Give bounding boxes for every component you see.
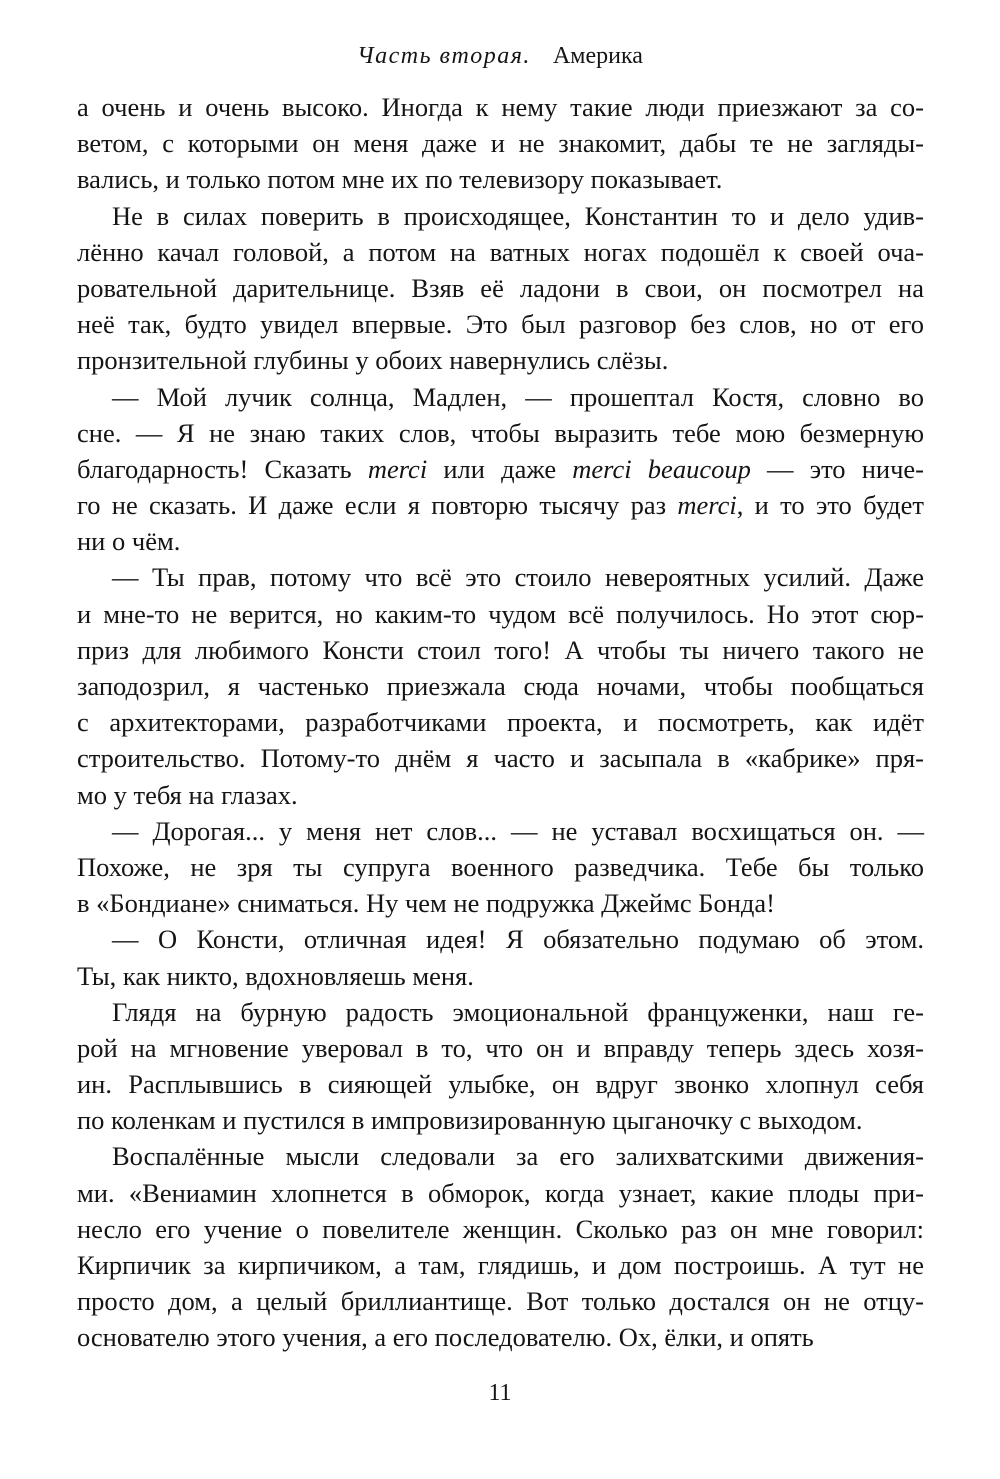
paragraph bbox=[77, 379, 924, 560]
text-line: Кирпичик за кирпичиком, а там, глядишь, и дом построишь. А тут не bbox=[77, 1250, 924, 1280]
body-text bbox=[77, 89, 924, 1356]
text-line: ветом, с которыми он меня даже и не знакомит, дабы те не загляды- bbox=[77, 128, 924, 159]
text-line: несло его учение о повелителе женщин. Сколько раз он мне говорил: bbox=[77, 1213, 924, 1244]
text-line: просто дом, а целый бриллиантище. Вот только достался он не отцу- bbox=[77, 1286, 924, 1317]
paragraph bbox=[77, 813, 924, 922]
text-line: основателю этого учения, а его последователю. Ох, ёлки, и опять bbox=[77, 1322, 814, 1353]
text-line: лённо качал головой, а потом на ватных ногах подошёл к своей оча- bbox=[77, 236, 924, 267]
text-line: строительство. Потому-то днём я часто и засыпала в «кабрике» пря- bbox=[77, 743, 924, 774]
text-line: Похоже, не зря ты супруга военного разведчика. Тебе бы только bbox=[77, 851, 924, 882]
text-line: Глядя на бурную радость эмоциональной француженки, наш ге- bbox=[112, 996, 924, 1027]
page-number: 11 bbox=[488, 1380, 512, 1406]
text-line: в «Бондиане» сниматься. Ну чем не подружка Джеймс Бонда! bbox=[77, 888, 775, 919]
text-line: Воспалённые мысли следовали за его залихватскими движения- bbox=[112, 1141, 924, 1172]
text-line: приз для любимого Консти стоил того! А чтобы ты ничего такого не bbox=[77, 634, 924, 665]
running-header bbox=[0, 38, 1000, 74]
text-line: ин. Расплывшись в сияющей улыбке, он вдруг звонко хлопнул себя bbox=[77, 1069, 924, 1100]
text-line: го не сказать. И даже если я повторю тысячу раз merci, и то это будет bbox=[77, 490, 924, 521]
text-line: неё так, будто увидел впервые. Это был разговор без слов, но от его bbox=[77, 309, 924, 340]
text-line: ровательной дарительнице. Взяв её ладони в свои, он посмотрел на bbox=[77, 272, 924, 303]
text-line: ми. «Вениамин хлопнется в обморок, когда узнает, какие плоды при- bbox=[77, 1177, 924, 1208]
text-line: а очень и очень высоко. Иногда к нему такие люди приезжают за со- bbox=[77, 92, 924, 122]
paragraph bbox=[77, 198, 924, 379]
text-line: рой на мгновение уверовал в то, что он и вправду теперь здесь хозя- bbox=[77, 1032, 924, 1063]
paragraph bbox=[77, 994, 924, 1139]
text-line: Не в силах поверить в происходящее, Константин то и дело удив- bbox=[112, 200, 924, 231]
text-line: по коленкам и пустился в импровизированную цыганочку с выходом. bbox=[77, 1105, 863, 1136]
text-line: ни о чём. bbox=[77, 526, 181, 557]
text-line: мо у тебя на глазах. bbox=[77, 779, 298, 810]
text-line: — Ты прав, потому что всё это стоило невероятных усилий. Даже bbox=[112, 562, 924, 593]
text-line: благодарность! Сказать merci или даже merci beaucoup — это ниче- bbox=[77, 453, 925, 484]
paragraph bbox=[77, 89, 924, 198]
paragraph bbox=[77, 921, 924, 993]
text-line: — Мой лучик солнца, Мадлен, — прошептал Костя, словно во bbox=[112, 381, 924, 412]
text-line: пронзительной глубины у обоих навернулись слёзы. bbox=[77, 345, 669, 376]
paragraph bbox=[77, 559, 924, 812]
text-line: заподозрил, я частенько приезжала сюда ночами, чтобы пообщаться bbox=[77, 671, 924, 701]
text-line: — О Консти, отличная идея! Я обязательно подумаю об этом. bbox=[112, 924, 924, 955]
text-line: — Дорогая... у меня нет слов... — не уставал восхищаться он. — bbox=[112, 815, 924, 846]
text-line: сне. — Я не знаю таких слов, чтобы выразить тебе мою безмерную bbox=[77, 417, 924, 448]
text-line: и мне-то не верится, но каким-то чудом всё получилось. Но этот сюр- bbox=[77, 598, 924, 629]
header-chapter: Америка bbox=[552, 43, 643, 69]
text-line: Ты, как никто, вдохновляешь меня. bbox=[77, 960, 474, 991]
header-part: Часть вторая. bbox=[357, 43, 531, 69]
text-line: с архитекторами, разработчиками проекта, и посмотреть, как идёт bbox=[77, 707, 924, 738]
text-line: вались, и только потом мне их по телевизору показывает. bbox=[77, 164, 723, 195]
paragraph bbox=[77, 1138, 924, 1355]
